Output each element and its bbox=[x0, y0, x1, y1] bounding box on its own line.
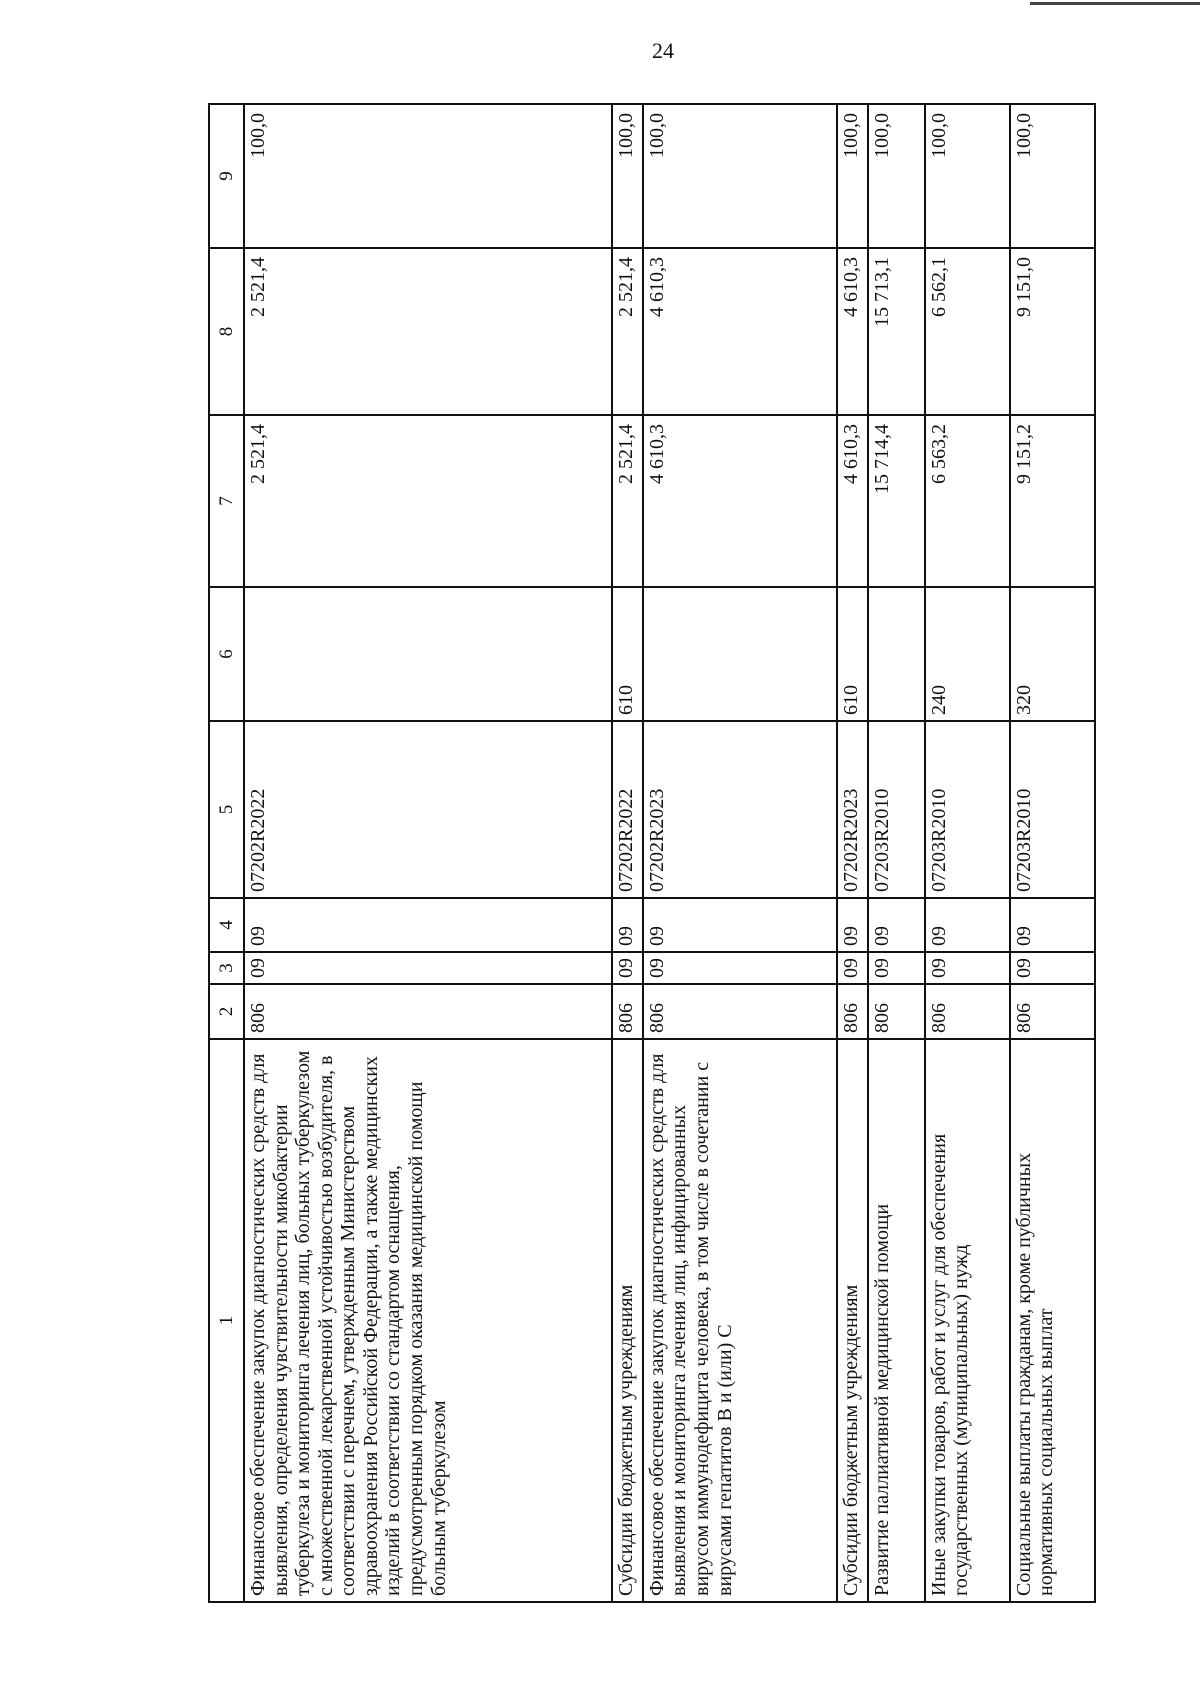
header-cell-5: 5 bbox=[209, 721, 244, 898]
cell-target-code: 07203R2010 bbox=[1010, 721, 1095, 898]
header-cell-2: 2 bbox=[209, 984, 244, 1039]
table-row bbox=[868, 104, 925, 1602]
cell-subsection: 09 bbox=[837, 898, 868, 952]
row-name: Финансовое обеспечение закупок диагностических средств для выявления и мониторинга лечения лиц, инфицированных вирусом иммунодефицита человека, в том числе в сочетании с вирусами гепатитов B и (или) C bbox=[643, 1039, 837, 1602]
cell-plan: 2 521,4 bbox=[612, 415, 643, 587]
cell-section: 09 bbox=[1010, 952, 1095, 984]
cell-expense-type bbox=[643, 587, 837, 721]
cell-section: 09 bbox=[244, 952, 612, 984]
cell-section: 09 bbox=[643, 952, 837, 984]
cell-target-code: 07202R2022 bbox=[612, 721, 643, 898]
cell-actual: 6 562,1 bbox=[925, 248, 1010, 415]
cell-percent: 100,0 bbox=[925, 104, 1010, 248]
scan-edge-line bbox=[1030, 2, 1200, 5]
cell-ministry: 806 bbox=[244, 984, 612, 1039]
header-cell-9: 9 bbox=[209, 104, 244, 248]
budget-table bbox=[208, 103, 1096, 1603]
cell-plan: 4 610,3 bbox=[837, 415, 868, 587]
cell-ministry: 806 bbox=[643, 984, 837, 1039]
table-wrapper bbox=[208, 105, 1096, 1603]
header-cell-4: 4 bbox=[209, 898, 244, 952]
cell-expense-type bbox=[868, 587, 925, 721]
cell-expense-type: 610 bbox=[612, 587, 643, 721]
cell-percent: 100,0 bbox=[244, 104, 612, 248]
header-cell-7: 7 bbox=[209, 415, 244, 587]
cell-section: 09 bbox=[925, 952, 1010, 984]
cell-plan: 4 610,3 bbox=[643, 415, 837, 587]
cell-expense-type bbox=[244, 587, 612, 721]
cell-actual: 2 521,4 bbox=[612, 248, 643, 415]
cell-percent: 100,0 bbox=[1010, 104, 1095, 248]
cell-ministry: 806 bbox=[1010, 984, 1095, 1039]
cell-percent: 100,0 bbox=[837, 104, 868, 248]
cell-section: 09 bbox=[837, 952, 868, 984]
cell-subsection: 09 bbox=[868, 898, 925, 952]
cell-actual: 4 610,3 bbox=[837, 248, 868, 415]
cell-target-code: 07203R2010 bbox=[925, 721, 1010, 898]
header-row bbox=[209, 104, 244, 1602]
header-cell-6: 6 bbox=[209, 587, 244, 721]
cell-plan: 9 151,2 bbox=[1010, 415, 1095, 587]
cell-subsection: 09 bbox=[1010, 898, 1095, 952]
row-name: Финансовое обеспечение закупок диагностических средств для выявления, определения чувствительности микобактерии туберкулеза и мониторинга лечения лиц, больных туберкулезом с множественной лекарственной устойчивостью возбудителя, в соответствии с перечнем, утвержденным Министерством здравоохранения Российской Федерации, а также медицинских изделий в соответствии со стандартом оснащения, предусмотренным порядком оказания медицинской помощи больным туберкулезом bbox=[244, 1039, 612, 1602]
table-row bbox=[837, 104, 868, 1602]
cell-target-code: 07202R2023 bbox=[837, 721, 868, 898]
cell-expense-type: 610 bbox=[837, 587, 868, 721]
cell-subsection: 09 bbox=[244, 898, 612, 952]
page-number: 24 bbox=[652, 38, 674, 63]
cell-subsection: 09 bbox=[643, 898, 837, 952]
table-row bbox=[925, 104, 1010, 1602]
cell-subsection: 09 bbox=[612, 898, 643, 952]
table-row bbox=[244, 104, 612, 1602]
cell-ministry: 806 bbox=[837, 984, 868, 1039]
cell-plan: 2 521,4 bbox=[244, 415, 612, 587]
cell-percent: 100,0 bbox=[868, 104, 925, 248]
cell-target-code: 07203R2010 bbox=[868, 721, 925, 898]
cell-plan: 15 714,4 bbox=[868, 415, 925, 587]
cell-expense-type: 240 bbox=[925, 587, 1010, 721]
cell-actual: 15 713,1 bbox=[868, 248, 925, 415]
header-cell-8: 8 bbox=[209, 248, 244, 415]
cell-percent: 100,0 bbox=[612, 104, 643, 248]
cell-ministry: 806 bbox=[612, 984, 643, 1039]
cell-target-code: 07202R2022 bbox=[244, 721, 612, 898]
cell-actual: 4 610,3 bbox=[643, 248, 837, 415]
header-cell-1: 1 bbox=[209, 1039, 244, 1602]
cell-section: 09 bbox=[612, 952, 643, 984]
table-row bbox=[643, 104, 837, 1602]
cell-plan: 6 563,2 bbox=[925, 415, 1010, 587]
cell-actual: 9 151,0 bbox=[1010, 248, 1095, 415]
cell-percent: 100,0 bbox=[643, 104, 837, 248]
table-row bbox=[612, 104, 643, 1602]
cell-ministry: 806 bbox=[925, 984, 1010, 1039]
cell-expense-type: 320 bbox=[1010, 587, 1095, 721]
cell-subsection: 09 bbox=[925, 898, 1010, 952]
table-row bbox=[1010, 104, 1095, 1602]
cell-ministry: 806 bbox=[868, 984, 925, 1039]
row-name: Развитие паллиативной медицинской помощи bbox=[868, 1039, 925, 1602]
cell-target-code: 07202R2023 bbox=[643, 721, 837, 898]
row-name: Субсидии бюджетным учреждениям bbox=[612, 1039, 643, 1602]
cell-actual: 2 521,4 bbox=[244, 248, 612, 415]
row-name: Социальные выплаты гражданам, кроме публичных нормативных социальных выплат bbox=[1010, 1039, 1095, 1602]
cell-section: 09 bbox=[868, 952, 925, 984]
row-name: Субсидии бюджетным учреждениям bbox=[837, 1039, 868, 1602]
header-cell-3: 3 bbox=[209, 952, 244, 984]
row-name: Иные закупки товаров, работ и услуг для обеспечения государственных (муниципальных) нужд bbox=[925, 1039, 1010, 1602]
